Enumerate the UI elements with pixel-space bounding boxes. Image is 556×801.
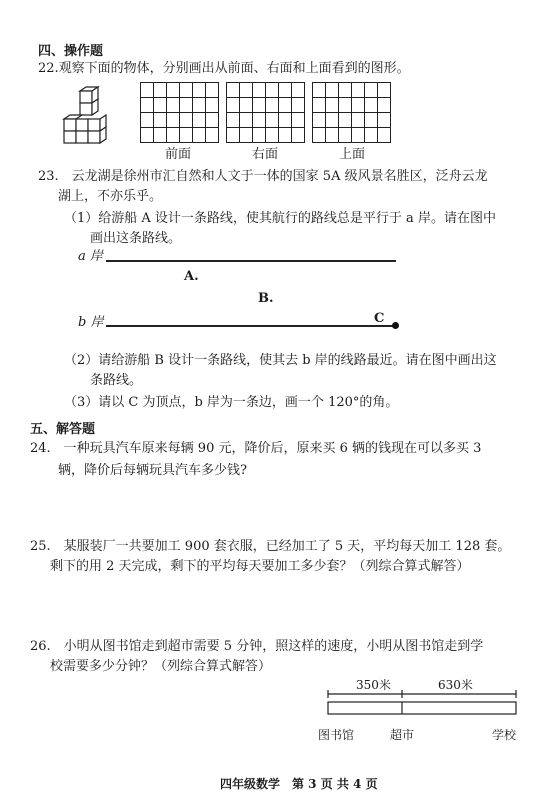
- q23-line1: 23. 云龙湖是徐州市汇自然和人文于一体的国家 5A 级风景名胜区，泛舟云龙: [38, 169, 488, 184]
- q23-part2-line2: 条路线。: [90, 373, 143, 388]
- distance-diagram: [322, 688, 522, 722]
- point-c-dot: [392, 322, 399, 329]
- q23-part2-line1: （2）请给游船 B 设计一条路线，使其去 b 岸的线路最近。请在图中画出这: [64, 353, 497, 368]
- point-b: B.: [258, 291, 274, 306]
- grid-front[interactable]: [140, 82, 220, 144]
- q23-part3: （3）请以 C 为顶点，b 岸为一条边，画一个 120°的角。: [64, 395, 399, 410]
- b-bank-line: [106, 325, 396, 327]
- label-350m: 350米: [356, 678, 391, 692]
- q26-line1: 26. 小明从图书馆走到超市需要 5 分钟，照这样的速度，小明从图书馆走到学: [30, 639, 484, 654]
- point-c: C: [374, 311, 385, 326]
- q23-part1-line2: 画出这条路线。: [90, 231, 182, 246]
- b-bank-label: b 岸: [78, 315, 104, 330]
- label-top: 上面: [339, 147, 366, 162]
- label-library: 图书馆: [318, 728, 355, 742]
- q25-line1: 25. 某服装厂一共要加工 900 套衣服，已经加工了 5 天，平均每天加工 128 套。: [30, 539, 511, 554]
- label-630m: 630米: [438, 678, 473, 692]
- q26-line2: 校需要多少分钟？（列综合算式解答）: [50, 659, 272, 674]
- q23-part1-line1: （1）给游船 A 设计一条路线，使其航行的路线总是平行于 a 岸。请在图中: [64, 211, 496, 226]
- label-school: 学校: [492, 728, 517, 742]
- a-bank-label: a 岸: [78, 249, 103, 264]
- q22-text: 22.观察下面的物体，分别画出从前面、右面和上面看到的图形。: [38, 61, 410, 76]
- grid-right[interactable]: [226, 82, 306, 144]
- page-footer: 四年级数学 第 3 页 共 4 页: [220, 777, 378, 791]
- cube-figure: [58, 85, 138, 147]
- section-heading-answers: 五、解答题: [30, 422, 96, 437]
- label-front: 前面: [165, 147, 192, 162]
- a-bank-line: [106, 260, 396, 262]
- q24-line2: 辆，降价后每辆玩具汽车多少钱?: [58, 463, 247, 478]
- grid-top[interactable]: [312, 82, 392, 144]
- q24-line1: 24. 一种玩具汽车原来每辆 90 元，降价后，原来买 6 辆的钱现在可以多买 3: [30, 441, 482, 456]
- section-heading-operations: 四、操作题: [38, 44, 104, 59]
- q25-line2: 剩下的用 2 天完成，剩下的平均每天要加工多少套？（列综合算式解答）: [50, 559, 470, 574]
- point-a: A.: [184, 269, 199, 284]
- label-right: 右面: [252, 147, 279, 162]
- q23-line2: 湖上，不亦乐乎。: [58, 189, 163, 204]
- label-supermarket: 超市: [390, 728, 415, 742]
